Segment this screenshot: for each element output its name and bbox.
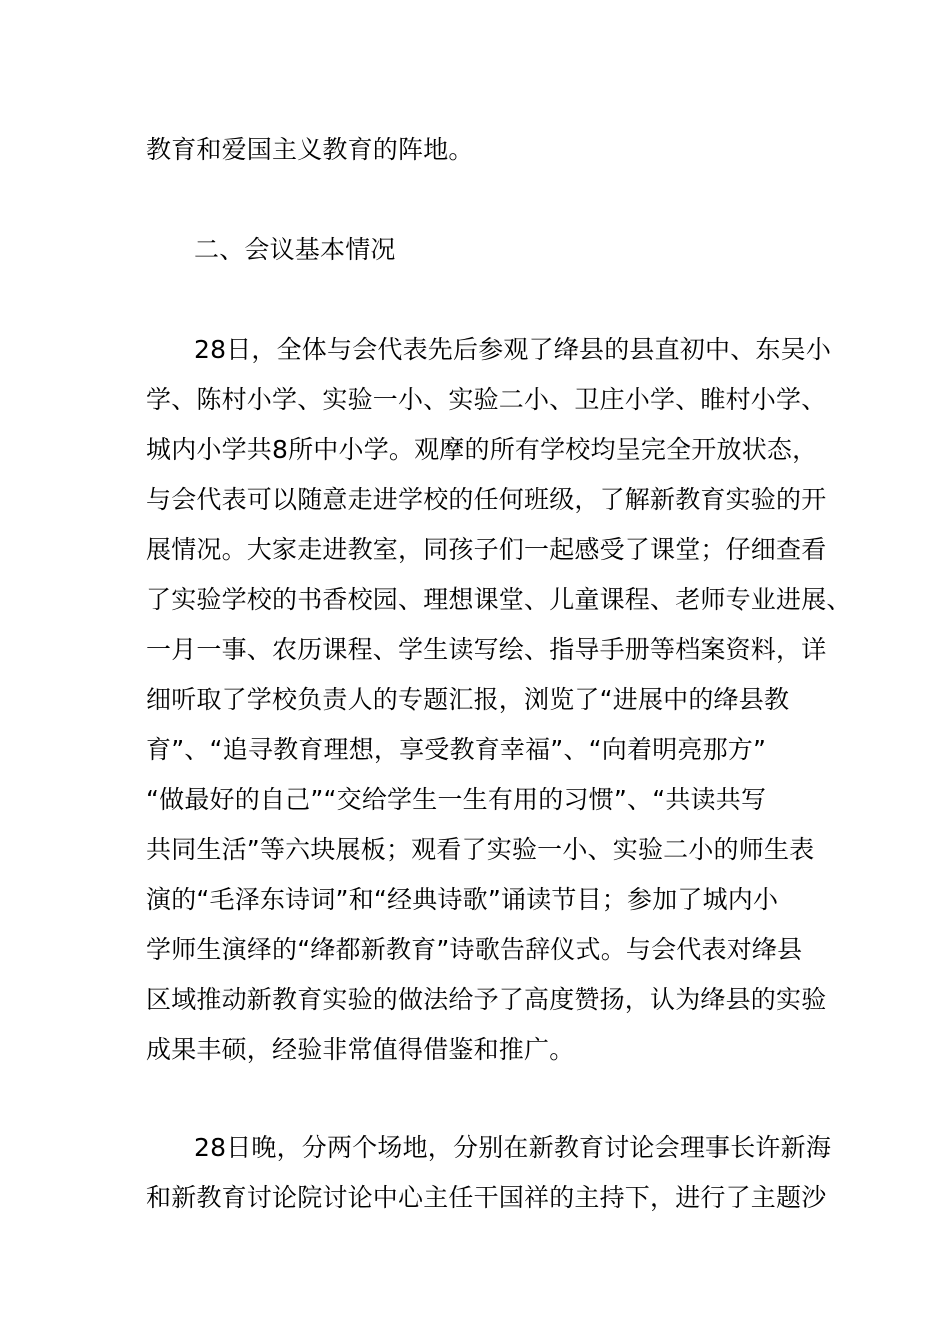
paragraph-3-line-11: 共同生活”等六块展板；观看了实验一小、实验二小的师生表 bbox=[146, 835, 815, 864]
paragraph-3-line-15: 成果丰硕，经验非常值得借鉴和推广。 bbox=[146, 1035, 575, 1064]
paragraph-3-line-10: “做最好的自己”“交给学生一生有用的习惯”、“共读共写 bbox=[146, 785, 767, 814]
paragraph-3-line-7: 一月一事、农历课程、学生读写绘、指导手册等档案资料，详 bbox=[146, 635, 827, 664]
paragraph-3-line-8: 细听取了学校负责人的专题汇报，浏览了“进展中的绛县教 bbox=[146, 685, 790, 714]
paragraph-3-line-9: 育”、“追寻教育理想，享受教育幸福”、“向着明亮那方” bbox=[146, 735, 767, 764]
paragraph-3-line-3: 城内小学共8所中小学。观摩的所有学校均呈完全开放状态， bbox=[146, 435, 818, 464]
paragraph-3-line-6: 了实验学校的书香校园、理想课堂、儿童课程、老师专业进展、 bbox=[146, 585, 852, 614]
paragraph-3-line-1: 28日，全体与会代表先后参观了绛县的县直初中、东吴小 bbox=[194, 335, 832, 364]
section-heading: 二、会议基本情况 bbox=[194, 235, 396, 264]
paragraph-1-line-1: 教育和爱国主义教育的阵地。 bbox=[146, 135, 474, 164]
paragraph-3-line-14: 区域推动新教育实验的做法给予了高度赞扬，认为绛县的实验 bbox=[146, 985, 827, 1014]
paragraph-3-line-13: 学师生演绎的“绛都新教育”诗歌告辞仪式。与会代表对绛县 bbox=[146, 935, 803, 964]
paragraph-3-line-5: 展情况。大家走进教室，同孩子们一起感受了课堂；仔细查看 bbox=[146, 535, 827, 564]
paragraph-4-line-1: 28日晚，分两个场地，分别在新教育讨论会理事长许新海 bbox=[194, 1133, 832, 1162]
paragraph-4-line-2: 和新教育讨论院讨论中心主任干国祥的主持下，进行了主题沙 bbox=[146, 1183, 827, 1212]
paragraph-3-line-4: 与会代表可以随意走进学校的任何班级，了解新教育实验的开 bbox=[146, 485, 827, 514]
paragraph-3-line-12: 演的“毛泽东诗词”和“经典诗歌”诵读节目；参加了城内小 bbox=[146, 885, 779, 914]
paragraph-3-line-2: 学、陈村小学、实验一小、实验二小、卫庄小学、睢村小学、 bbox=[146, 385, 827, 414]
